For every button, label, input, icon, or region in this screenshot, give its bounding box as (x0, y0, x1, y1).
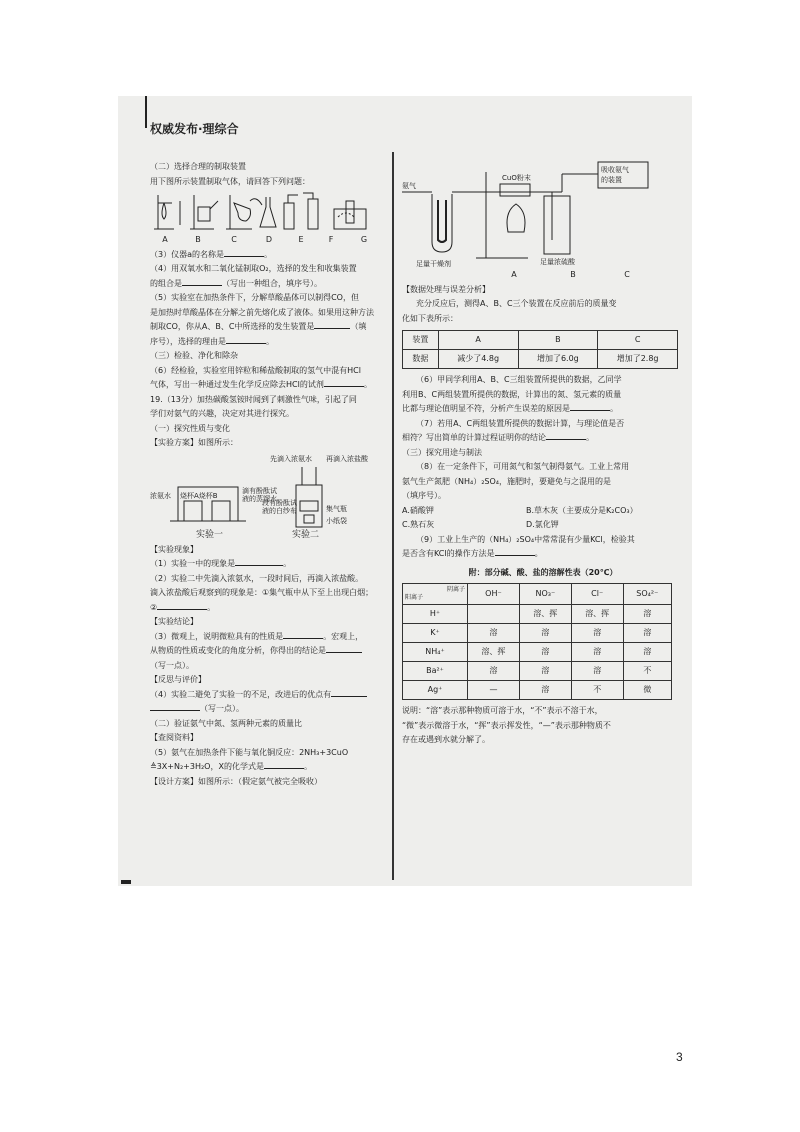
question-text: 19.（13分）加热碳酸氢铵时闻到了刺激性气味，引起了同 (150, 394, 357, 404)
label-text: 足量浓硫酸 (540, 258, 575, 266)
apparatus-figure-abc (402, 160, 684, 268)
table-cell (468, 605, 520, 624)
page-number: 3 (676, 1050, 683, 1064)
solubility-table (402, 583, 672, 700)
corner-bottom: 阳离子 (405, 594, 424, 601)
corner-top: 阴离子 (446, 586, 465, 593)
question-text: （写出一种组合，填序号）。 (222, 278, 322, 288)
cation-cell: K⁺ (403, 624, 468, 643)
figure-labels (402, 268, 684, 283)
question-text: （8）在一定条件下，可用氮气和氢气制得氨气。工业上常用 (416, 462, 630, 471)
table-cell: 溶 (571, 662, 623, 681)
question-text: （写一点）。 (150, 660, 194, 670)
table-cell: 溶 (571, 643, 623, 662)
question-text: 从物质的性质或变化的角度分析，你得出的结论是 (150, 646, 326, 655)
section-heading: （二）验证氨气中氮、氢两种元素的质量比 (150, 718, 302, 728)
anion-header: NO₃⁻ (519, 584, 571, 605)
table-cell: 溶 (468, 624, 520, 643)
section-heading: （一）探究性质与变化 (150, 423, 230, 433)
table-cell: 减少了4.8g (438, 350, 518, 369)
cation-cell: Ba²⁺ (403, 662, 468, 681)
figure-label: F (328, 235, 334, 244)
question-text: 利用B、C两组装置所提供的数据，计算出的氮、氢元素的质量 (402, 389, 622, 399)
note-text: “微”表示微溶于水，“挥”表示挥发性，“—”表示那种物质不 (402, 720, 611, 730)
figure-label: B (195, 235, 201, 244)
label-text: 液的白纱布 (262, 506, 297, 515)
table-header: B (518, 331, 598, 350)
table-cell: 溶 (623, 643, 671, 662)
table-cell: 溶 (519, 643, 571, 662)
question-text: （7）若用A、C两组装置所提供的数据计算，与理论值是否 (416, 418, 625, 428)
table-cell: 溶 (623, 605, 671, 624)
question-text: （填序号）。 (402, 491, 446, 500)
anion-header: SO₄²⁻ (623, 584, 671, 605)
question-text: （3）仪器a的名称是 (150, 249, 224, 259)
note-text: 存在或遇到水就分解了。 (402, 735, 490, 744)
figure-label: G (360, 235, 368, 244)
figure-labels (150, 233, 386, 248)
table-cell: 数据 (403, 350, 439, 369)
table-cell: 不 (571, 681, 623, 700)
question-text: 序号），选择的理由是 (150, 336, 226, 346)
label-text: CuO粉末 (502, 174, 531, 182)
table-cell: — (468, 681, 520, 700)
option-c: C.熟石灰 (402, 520, 435, 529)
section-heading: 【实验方案】如图所示： (150, 438, 238, 447)
table-cell: 溶、挥 (519, 605, 571, 624)
section-heading: （三）探究用途与制法 (402, 447, 482, 457)
left-column: （二）选择合理的制取装置 用下图所示装置制取气体，请回答下列问题： A B C D E F G （3）仪器a的名称是 。 （4）用双氧水和二氧化锰制取O₂，选择的发生和收集装置 的组合是 （写出一种组合，填序号）。 （5）实验室在加热条件下，分解草酸晶体可以制得CO，但 是加热时草酸晶体在分解之前先熔化成了液体。如果用这种方法 制取CO，你从A、B、C中所选择的发生装置是 （填 序号），选择的理由是 。 （三）检验、净化和除杂 （6）经检验，实验室用锌粒和稀盐酸制取的氢气中混有HCl 气体，写出一种通过发生化学反应除去HCl的试剂 。 19.（13分）加热碳酸氢铵时闻到了刺激性气味，引起了同 学们对氨气的兴趣，决定对其进行探究。 （一）探究性质与变化 【实验方案】如图所示： 浓氨水 烧杯A烧杯B 滴有酚酞试 液的蒸馏水 先滴入浓氨水 再滴入浓盐酸 段有酚酞试 液的白纱布 集气瓶 小纸袋 实验一 实验二 【实验现象】 （1）实验一中的现象是 。 （2）实验二中先滴入浓氨水，一段时间后，再滴入浓盐酸。 滴入浓盐酸后观察到的现象是：①集气瓶中从下至上出现白烟； ② 。 【实验结论】 （3）微观上，说明微粒具有的性质是 。宏观上， 从物质的性质或变化的角度分析，你得出的结论是 （写一点）。 【反思与评价】 （4）实验二避免了实验一的不足，改进后的优点有 （写一点）。 （二）验证氨气中氮、氢两种元素的质量比 【查阅资料】 （5）氨气在加热条件下能与氧化铜反应：2NH₃+3CuO ≜3X+N₂+3H₂O，X的化学式是 。 【设计方案】如图所示：（假定氨气被完全吸收） (150, 160, 386, 789)
cation-cell: H⁺ (403, 605, 468, 624)
table-cell: 溶 (571, 624, 623, 643)
question-text: ≜3X+N₂+3H₂O，X的化学式是 (150, 762, 264, 771)
section-heading: 【设计方案】如图所示：（假定氨气被完全吸收） (150, 776, 322, 786)
label-text: 先滴入浓氨水 (270, 454, 312, 463)
label-text: 烧杯A烧杯B (180, 491, 218, 500)
label-text: 集气瓶 (326, 504, 347, 513)
question-text: 比都与理论值明显不符，分析产生误差的原因是 (402, 404, 570, 413)
section-heading: （三）检验、净化和除杂 (150, 351, 238, 360)
cation-cell: Ag⁺ (403, 681, 468, 700)
anion-header: OH⁻ (468, 584, 520, 605)
table-cell: 增加了6.0g (518, 350, 598, 369)
question-text: 化如下表所示： (402, 313, 458, 323)
label-text: 吸收氨气 (601, 166, 629, 174)
question-text: （6）经检验，实验室用锌粒和稀盐酸制取的氢气中混有HCl (150, 365, 361, 375)
mass-data-table (402, 330, 678, 369)
section-heading: 【反思与评价】 (150, 675, 206, 684)
table-cell: 溶 (468, 662, 520, 681)
question-text: （4）实验二避免了实验一的不足，改进后的优点有 (150, 689, 332, 699)
question-text: 相符？写出简单的计算过程证明你的结论 (402, 433, 546, 442)
question-text: ② (150, 602, 158, 612)
question-text: 学们对氨气的兴趣，决定对其进行探究。 (150, 409, 294, 418)
figure-label: D (265, 235, 273, 244)
option-b: B.草木灰（主要成分是K₂CO₃） (526, 505, 638, 515)
footer-mark (121, 880, 131, 884)
label-text: 再滴入浓盐酸 (326, 454, 368, 463)
cation-cell: NH₄⁺ (403, 643, 468, 662)
table-cell: 增加了2.8g (598, 350, 678, 369)
question-text: 用下图所示装置制取气体，请回答下列问题： (150, 176, 310, 186)
table-header: A (438, 331, 518, 350)
question-text: （9）工业上生产的（NH₄）₂SO₄中常常混有少量KCl，检验其 (416, 534, 635, 544)
section-heading: 【实验结论】 (150, 617, 198, 626)
figure-label: E (298, 235, 304, 244)
figure-label: C (231, 235, 237, 244)
question-text: （写一点）。 (200, 704, 244, 713)
apparatus-figure-a-g (150, 189, 386, 233)
figure-label: B (570, 270, 576, 279)
table-cell: 溶 (519, 681, 571, 700)
section-heading: 【数据处理与误差分析】 (402, 284, 490, 294)
question-text: 是加热时草酸晶体在分解之前先熔化成了液体。如果用这种方法 (150, 307, 374, 317)
question-text: 的组合是 (150, 278, 182, 288)
right-column: 氨气 CuO粉末 吸收氨气 的装置 足量干燥剂 足量浓硫酸 A B C 【数据处理与误差分析】 充分反应后，测得A、B、C三个装置在反应前后的质量变 化如下表所示： 装置 A B C 数据 减少了4.8g 增加了6.0g 增加了2.8g （6）甲同学利用A、B、C三组装置所提供的数据，乙同学 利用B、C两组装置所提供的数据，计算出的氮、氢元素的质量 比都与理论值明显不符，分析产生误差的原因是 。 （7）若用A、C两组装置所提供的数据计算，与理论值是否 相符？写出简单的计算过程证明你的结论 。 （三）探究用途与制法 （8）在一定条件下，可用氮气和氢气制得氨气。工业上常用 氨气生产氮肥（NH₄）₂SO₄，施肥时，要避免与之混用的是 （填序号）。 A.硝酸钾 B.草木灰（主要成分是K₂CO₃） C.熟石灰 D.氯化钾 （9）工业上生产的（NH₄）₂SO₄中常常混有少量KCl，检验其 是否含有KCl的操作方法是 。 附：部分碱、酸、盐的溶解性表（20℃） 阴离子 阳离子 OH⁻ NO₃⁻ Cl⁻ SO₄²⁻ H⁺ 溶、挥 溶、挥 溶 K⁺ 溶 溶 溶 溶 NH₄⁺ 溶、挥 溶 溶 溶 Ba²⁺ 溶 溶 溶 不 Ag⁺ — 溶 不 微 说明：“溶”表示那种物质可溶于水，“不”表示不溶于水， “微”表示微溶于水，“挥”表示挥发性，“—”表示那种物质不 存在或遇到水就分解了。 (402, 160, 684, 748)
question-text: （4）用双氧水和二氧化锰制取O₂，选择的发生和收集装置 (150, 264, 357, 273)
question-text: 是否含有KCl的操作方法是 (402, 549, 495, 558)
label-text: 氨气 (402, 182, 416, 190)
label-text: 的装置 (601, 176, 622, 184)
label-text: 足量干燥剂 (416, 260, 451, 268)
question-text: （5）氨气在加热条件下能与氧化铜反应：2NH₃+3CuO (150, 747, 349, 757)
table-header: C (598, 331, 678, 350)
figure-label: A (511, 270, 517, 279)
table-cell: 溶 (519, 624, 571, 643)
table-title: 附：部分碱、酸、盐的溶解性表（20℃） (468, 567, 618, 577)
table-cell: 溶、挥 (468, 643, 520, 662)
question-text: 滴入浓盐酸后观察到的现象是：①集气瓶中从下至上出现白烟； (150, 588, 374, 597)
figure-label: C (624, 270, 630, 279)
question-text: （6）甲同学利用A、B、C三组装置所提供的数据，乙同学 (416, 375, 622, 384)
anion-header: Cl⁻ (571, 584, 623, 605)
table-header: 装置 (403, 331, 439, 350)
label-text: 小纸袋 (326, 516, 347, 525)
question-text: 氨气生产氮肥（NH₄）₂SO₄，施肥时，要避免与之混用的是 (402, 476, 611, 486)
table-cell: 微 (623, 681, 671, 700)
question-text: （1）实验一中的现象是 (150, 559, 236, 568)
label-text: 滴有酚酞试 (242, 486, 277, 495)
figure-label: A (162, 235, 168, 244)
note-text: 说明：“溶”表示那种物质可溶于水，“不”表示不溶于水， (402, 706, 603, 715)
section-heading: 【实验现象】 (150, 544, 198, 554)
experiment-figure (150, 451, 386, 543)
section-heading: （二）选择合理的制取装置 (150, 162, 246, 171)
caption: 实验一 (196, 529, 224, 540)
question-text: （5）实验室在加热条件下，分解草酸晶体可以制得CO，但 (150, 293, 359, 302)
table-cell: 不 (623, 662, 671, 681)
option-d: D.氯化钾 (526, 520, 559, 529)
label-text: 浓氨水 (150, 491, 171, 500)
label-text: 液的蒸馏水 (242, 494, 277, 503)
option-a: A.硝酸钾 (402, 505, 434, 515)
question-text: （3）微观上，说明微粒具有的性质是 (150, 631, 284, 641)
label-text: 段有酚酞试 (262, 498, 297, 507)
caption: 实验二 (292, 529, 320, 540)
table-cell: 溶、挥 (571, 605, 623, 624)
column-divider (392, 152, 394, 880)
question-text: （填 (350, 322, 367, 331)
table-cell: 溶 (519, 662, 571, 681)
table-cell: 溶 (623, 624, 671, 643)
section-heading: 【查阅资料】 (150, 733, 198, 742)
question-text: 充分反应后，测得A、B、C三个装置在反应前后的质量变 (416, 299, 617, 308)
header-bar (145, 96, 147, 128)
question-text: 气体，写出一种通过发生化学反应除去HCl的试剂 (150, 380, 324, 389)
question-text: 制取CO，你从A、B、C中所选择的发生装置是 (150, 322, 315, 331)
question-text: （2）实验二中先滴入浓氨水，一段时间后，再滴入浓盐酸。 (150, 573, 364, 583)
page-header: 权威发布·理综合 (150, 122, 239, 136)
table-corner (403, 584, 468, 605)
question-text: 。宏观上， (323, 631, 364, 641)
